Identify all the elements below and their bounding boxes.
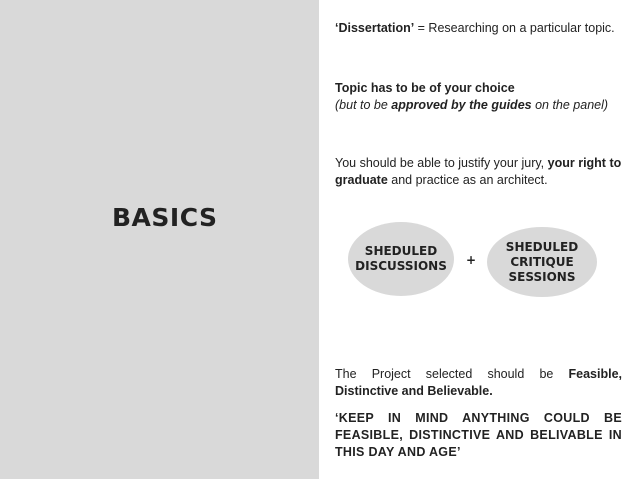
- dissertation-definition: [335, 20, 622, 37]
- project-criteria-paragraph: [335, 366, 622, 400]
- approval-note: [335, 97, 622, 114]
- plus-sign: +: [466, 253, 477, 267]
- justify-paragraph: [335, 155, 622, 189]
- justify-post: and practice as an architect.: [387, 173, 548, 187]
- justify-bold: your right to graduate: [335, 156, 622, 187]
- dissertation-text: = Researching on a particular topic.: [414, 21, 615, 35]
- justify-pre: You should be able to justify your jury,: [335, 156, 548, 170]
- critique-sessions-ellipse: SHEDULED CRITIQUE SESSIONS: [487, 227, 597, 297]
- approval-note-post: on the panel): [531, 98, 609, 112]
- topic-choice-line: Topic has to be of your choice: [335, 81, 515, 95]
- keep-in-mind-quote: ‘KEEP IN MIND ANYTHING COULD BE FEASIBLE, DISTINCTIVE AND BELIVABLE IN THIS DAY AND AGE’: [335, 411, 622, 459]
- approval-note-bold: approved by the guides: [391, 98, 532, 112]
- project-criteria-bold: Feasible, Distinctive and Believable.: [335, 367, 622, 398]
- approval-note-pre: (but to be: [335, 98, 392, 112]
- dissertation-term: ‘Dissertation’: [335, 21, 415, 35]
- project-criteria-pre: The Project selected should be: [335, 367, 569, 381]
- slide-heading: BASICS: [112, 203, 218, 232]
- topic-choice-paragraph: [335, 80, 622, 114]
- discussions-ellipse: SHEDULED DISCUSSIONS: [348, 222, 454, 296]
